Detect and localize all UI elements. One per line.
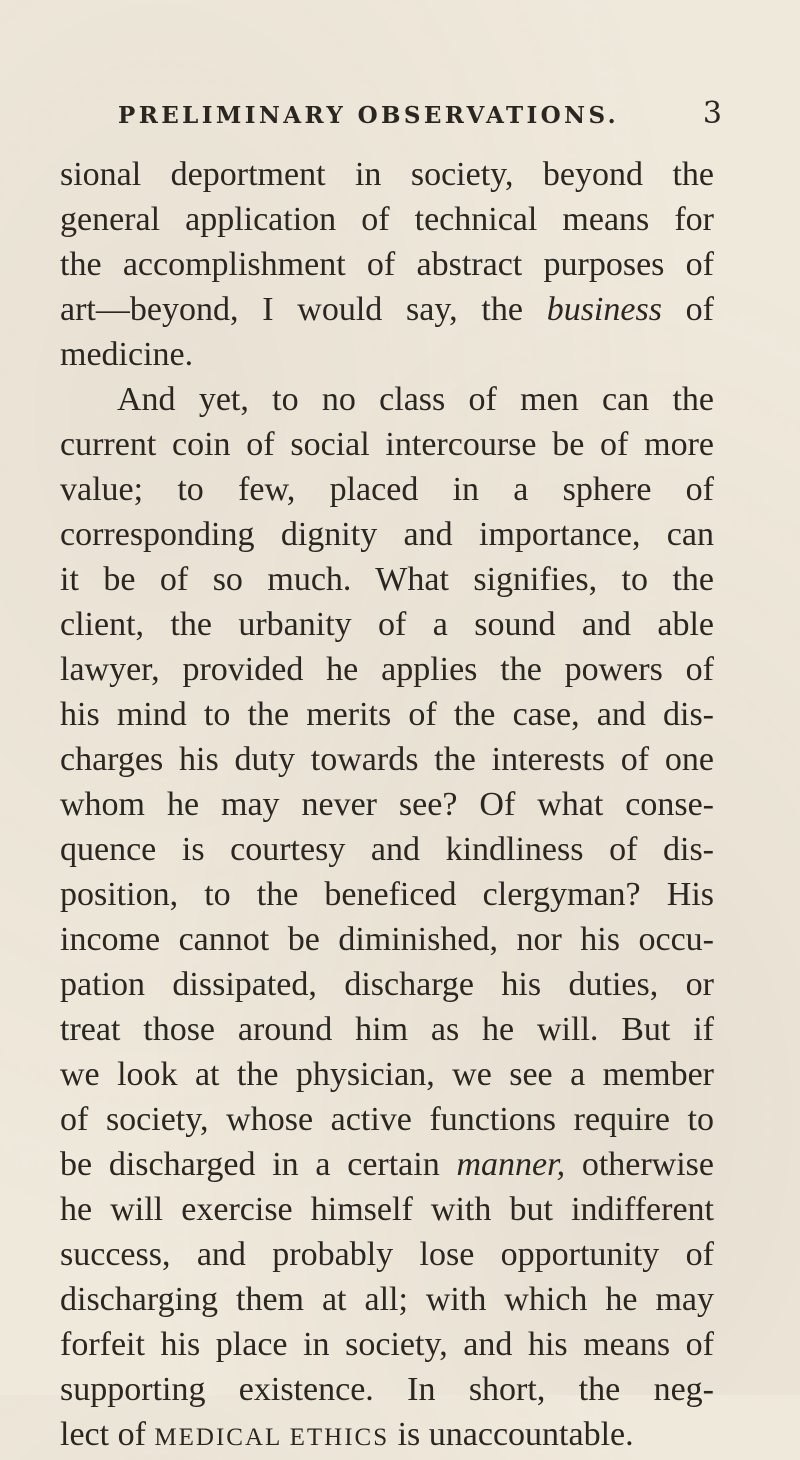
text-line: quence is courtesy and kindliness of dis- bbox=[60, 831, 714, 868]
text-line: position, to the beneficed clergyman? His bbox=[60, 876, 714, 913]
small-caps-phrase: MEDICAL ETHICS bbox=[154, 1424, 390, 1451]
body-text bbox=[60, 152, 714, 1457]
text-line: supporting existence. In short, the neg- bbox=[60, 1371, 714, 1408]
italic-word: manner, bbox=[456, 1146, 566, 1183]
text-line: discharging them at all; with which he may bbox=[60, 1281, 714, 1318]
text-line: pation dissipated, discharge his duties, or bbox=[60, 966, 714, 1003]
text-line: sional deportment in society, beyond the bbox=[60, 156, 714, 193]
page-number: 3 bbox=[702, 96, 722, 131]
text-line: treat those around him as he will. But if bbox=[60, 1011, 714, 1048]
text-line: it be of so much. What signifies, to the bbox=[60, 561, 714, 598]
text-line: current coin of social intercourse be of more bbox=[60, 426, 714, 463]
text-line: whom he may never see? Of what conse- bbox=[60, 786, 714, 823]
italic-word: business bbox=[546, 291, 662, 328]
text-line: value; to few, placed in a sphere of bbox=[60, 471, 714, 508]
text-line: he will exercise himself with but indifferent bbox=[60, 1191, 714, 1228]
text-line bbox=[60, 1412, 714, 1457]
text-line bbox=[60, 1142, 714, 1187]
text-line: we look at the physician, we see a member bbox=[60, 1056, 714, 1093]
text-segment: is unaccountable. bbox=[389, 1416, 634, 1453]
text-line: income cannot be diminished, nor his occu- bbox=[60, 921, 714, 958]
running-head bbox=[118, 96, 722, 142]
text-line: corresponding dignity and importance, can bbox=[60, 516, 714, 553]
text-line: general application of technical means for bbox=[60, 201, 714, 238]
text-line: And yet, to no class of men can the bbox=[117, 381, 714, 418]
text-line: lawyer, provided he applies the powers of bbox=[60, 651, 714, 688]
text-segment: otherwise bbox=[565, 1146, 714, 1183]
text-segment: of bbox=[661, 291, 714, 328]
text-line: forfeit his place in society, and his means of bbox=[60, 1326, 714, 1363]
text-line: success, and probably lose opportunity of bbox=[60, 1236, 714, 1273]
running-title: PRELIMINARY OBSERVATIONS. bbox=[118, 102, 620, 129]
text-segment: art—beyond, I would say, the bbox=[60, 291, 547, 328]
text-segment: lect of bbox=[60, 1416, 155, 1453]
text-line: charges his duty towards the interests of one bbox=[60, 741, 714, 778]
text-line: of society, whose active functions require to bbox=[60, 1101, 714, 1138]
text-line: his mind to the merits of the case, and dis- bbox=[60, 696, 714, 733]
text-line: medicine. bbox=[60, 336, 194, 373]
text-line: client, the urbanity of a sound and able bbox=[60, 606, 714, 643]
text-line: the accomplishment of abstract purposes of bbox=[60, 246, 714, 283]
text-line bbox=[60, 287, 714, 332]
text-segment: be discharged in a certain bbox=[60, 1146, 457, 1183]
